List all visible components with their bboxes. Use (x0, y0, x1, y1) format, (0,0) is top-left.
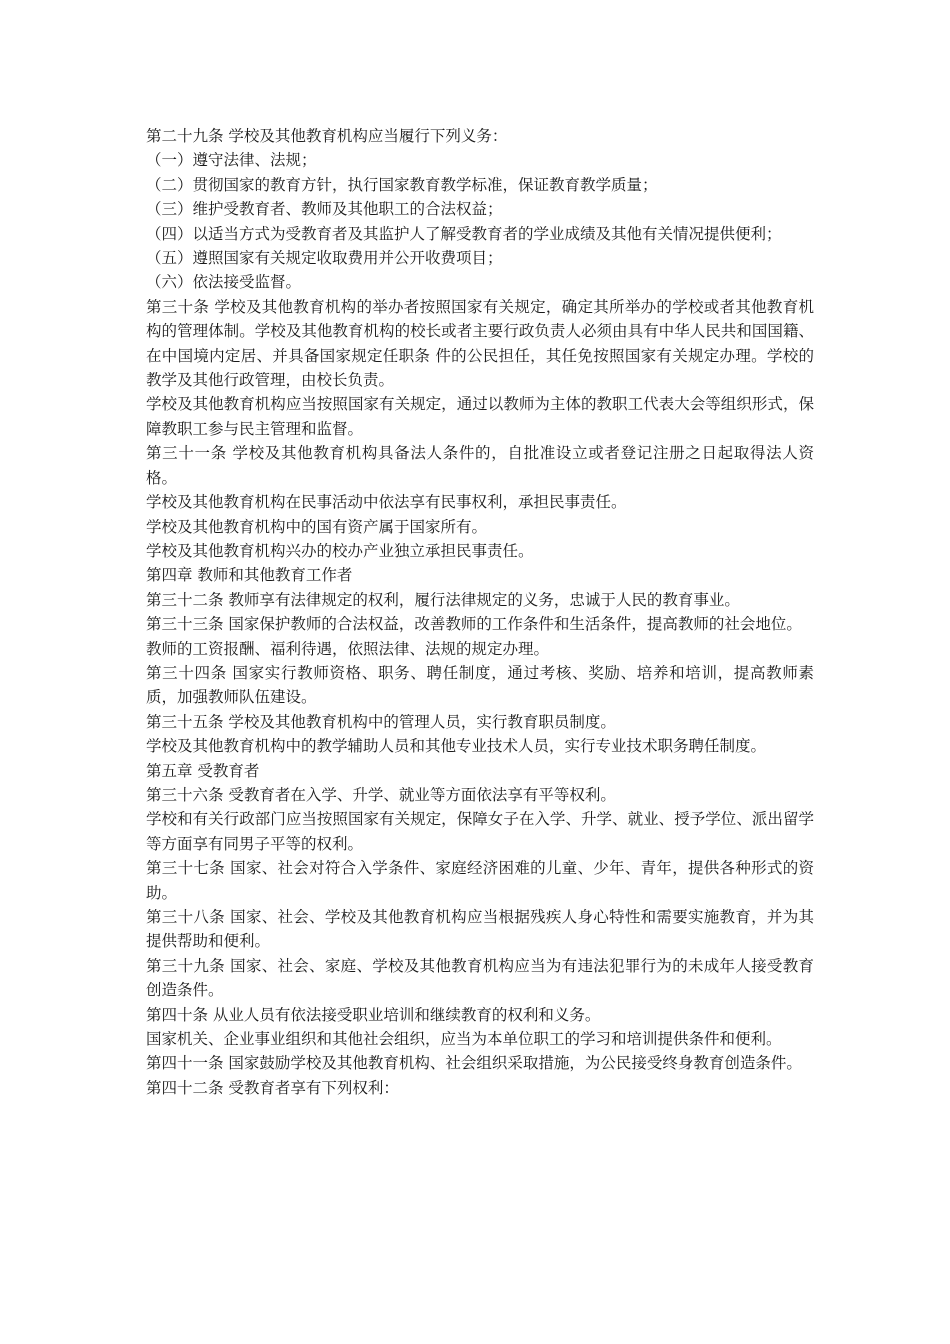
article-31-paragraph-4: 学校及其他教育机构兴办的校办产业独立承担民事责任。 (146, 541, 534, 560)
article-37: 第三十七条 国家、社会对符合入学条件、家庭经济困难的儿童、少年、青年，提供各种形式的资助。 (146, 859, 814, 902)
article-40-paragraph-2: 国家机关、企业事业组织和其他社会组织，应当为本单位职工的学习和培训提供条件和便利。 (146, 1030, 782, 1049)
document-body (146, 124, 814, 1100)
article-30-paragraph-2: 学校及其他教育机构应当按照国家有关规定，通过以教师为主体的教职工代表大会等组织形式，保障教职工参与民主管理和监督。 (146, 395, 814, 438)
article-36: 第三十六条 受教育者在入学、升学、就业等方面依法享有平等权利。 (146, 785, 616, 804)
article-35-paragraph-2: 学校及其他教育机构中的教学辅助人员和其他专业技术人员，实行专业技术职务聘任制度。 (146, 737, 767, 756)
article-31-paragraph-2: 学校及其他教育机构在民事活动中依法享有民事权利，承担民事责任。 (146, 493, 627, 512)
article-42-heading: 第四十二条 受教育者享有下列权利： (146, 1078, 399, 1097)
article-33-paragraph-2: 教师的工资报酬、福利待遇，依照法律、法规的规定办理。 (146, 639, 550, 658)
chapter-5-heading: 第五章 受教育者 (146, 761, 260, 780)
article-33: 第三十三条 国家保护教师的合法权益，改善教师的工作条件和生活条件，提高教师的社会地位。 (146, 615, 802, 634)
article-32: 第三十二条 教师享有法律规定的权利，履行法律规定的义务，忠诚于人民的教育事业。 (146, 590, 740, 609)
article-31-paragraph-3: 学校及其他教育机构中的国有资产属于国家所有。 (146, 517, 488, 536)
article-29-item-6: （六）依法接受监督。 (146, 273, 302, 292)
article-29-item-3: （三）维护受教育者、教师及其他职工的合法权益； (146, 200, 503, 219)
article-30: 第三十条 学校及其他教育机构的举办者按照国家有关规定，确定其所举办的学校或者其他教育机构的管理体制。学校及其他教育机构的校长或者主要行政负责人必须由具有中华人民共和国国籍、在中国境内定居、并具备国家规定任职条 件的公民担任，其任免按照国家有关规定办理。学校的教学及其他行政管理，由校长负责。 (146, 297, 814, 390)
article-39: 第三十九条 国家、社会、家庭、学校及其他教育机构应当为有违法犯罪行为的未成年人接受教育创造条件。 (146, 956, 814, 1000)
article-35: 第三十五条 学校及其他教育机构中的管理人员，实行教育职员制度。 (146, 712, 616, 731)
article-29-item-5: （五）遵照国家有关规定收取费用并公开收费项目； (146, 249, 503, 268)
article-29-item-1: （一）遵守法律、法规； (146, 151, 317, 170)
chapter-4-heading: 第四章 教师和其他教育工作者 (146, 566, 353, 585)
article-40: 第四十条 从业人员有依法接受职业培训和继续教育的权利和义务。 (146, 1005, 601, 1024)
article-34: 第三十四条 国家实行教师资格、职务、聘任制度，通过考核、奖励、培养和培训，提高教师素质，加强教师队伍建设。 (146, 663, 814, 707)
article-38: 第三十八条 国家、社会、学校及其他教育机构应当根据残疾人身心特性和需要实施教育，并为其提供帮助和便利。 (146, 908, 814, 951)
article-36-paragraph-2: 学校和有关行政部门应当按照国家有关规定，保障女子在入学、升学、就业、授予学位、派出留学等方面享有同男子平等的权利。 (146, 810, 814, 853)
article-41: 第四十一条 国家鼓励学校及其他教育机构、社会组织采取措施，为公民接受终身教育创造条件。 (146, 1054, 802, 1073)
article-31: 第三十一条 学校及其他教育机构具备法人条件的，自批准设立或者登记注册之日起取得法人资格。 (146, 444, 814, 487)
article-29-heading: 第二十九条 学校及其他教育机构应当履行下列义务： (146, 127, 508, 145)
article-29-item-2: （二）贯彻国家的教育方针，执行国家教育教学标准，保证教育教学质量； (146, 175, 658, 194)
article-29-item-4: （四）以适当方式为受教育者及其监护人了解受教育者的学业成绩及其他有关情况提供便利； (146, 224, 782, 243)
